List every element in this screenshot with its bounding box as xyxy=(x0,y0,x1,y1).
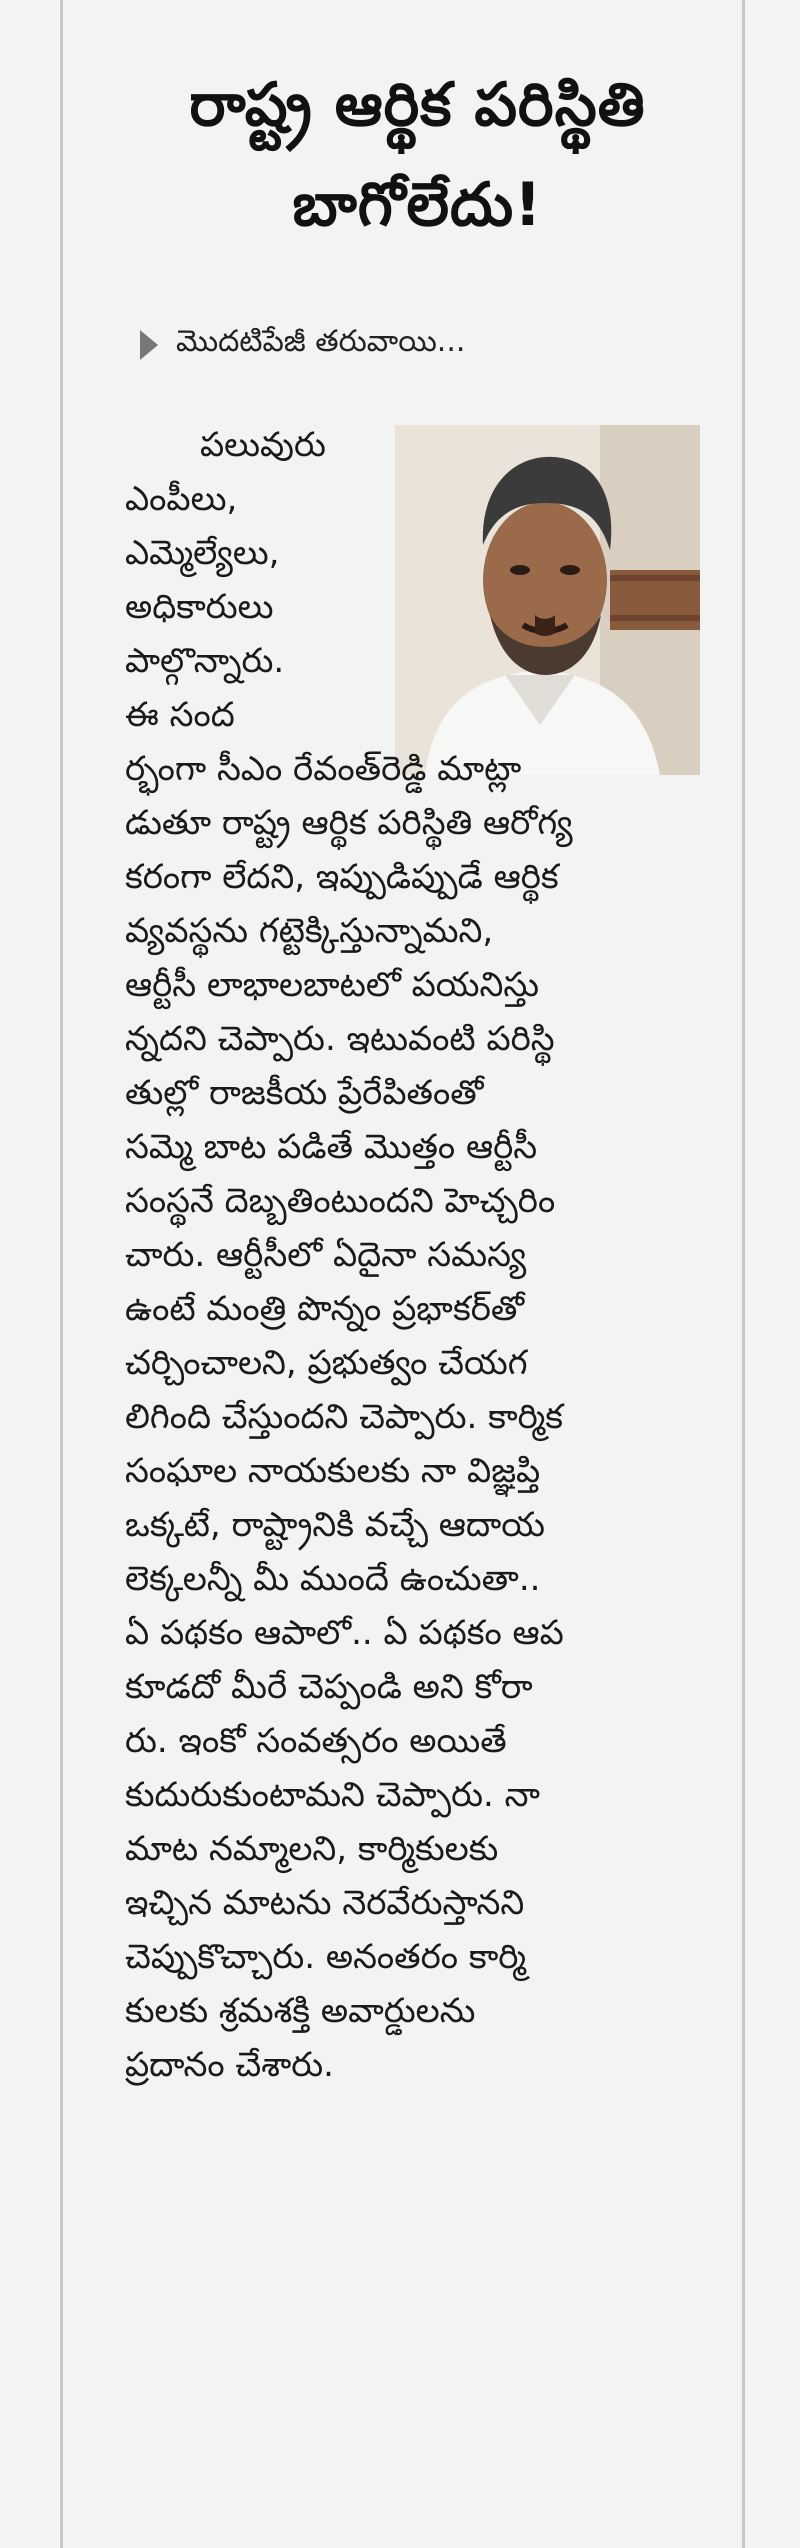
headline-line-2: బాగోలేదు! xyxy=(292,170,543,240)
body-line: ఆర్టీసీ లాభాలబాటలో పయనిస్తు xyxy=(125,965,540,1005)
body-line: మాట నమ్మాలని, కార్మికులకు xyxy=(125,1829,499,1869)
body-line: సమ్మె బాట పడితే మొత్తం ఆర్టీసీ xyxy=(125,1127,538,1167)
column-rule-right xyxy=(742,0,745,2548)
body-line: రు. ఇంకో సంవత్సరం అయితే xyxy=(125,1721,507,1761)
body-line: లెక్కలన్నీ మీ ముందే ఉంచుతా.. xyxy=(125,1559,541,1599)
body-line: ఎంపీలు, xyxy=(125,479,238,519)
body-line: వ్యవస్థను గట్టెక్కిస్తున్నామని, xyxy=(125,911,494,951)
chevron-right-icon xyxy=(140,330,158,360)
body-line: డుతూ రాష్ట్ర ఆర్థిక పరిస్థితి ఆరోగ్య xyxy=(125,803,573,843)
body-line: తుల్లో రాజకీయ ప్రేరేపితంతో xyxy=(125,1073,484,1113)
body-line: సంఘాల నాయకులకు నా విజ్ఞప్తి xyxy=(125,1451,541,1491)
body-line: ప్రదానం చేశారు. xyxy=(125,2045,334,2085)
continuation-marker xyxy=(140,315,465,375)
body-line: పాల్గొన్నారు. xyxy=(125,641,285,681)
article-body xyxy=(125,418,715,2092)
body-line: ఒక్కటే, రాష్ట్రానికి వచ్చే ఆదాయ xyxy=(125,1505,546,1545)
body-line: సంస్థనే దెబ్బతింటుందని హెచ్చరిం xyxy=(125,1181,556,1221)
body-line: న్నదని చెప్పారు. ఇటువంటి పరిస్థి xyxy=(125,1019,555,1059)
body-line: ఇచ్చిన మాటను నెరవేరుస్తానని xyxy=(125,1883,525,1923)
body-line: ఈ సంద xyxy=(125,695,235,735)
continuation-label: మొదటిపేజీ తరువాయి... xyxy=(176,324,466,359)
column-rule-left xyxy=(60,0,63,2548)
body-line: లిగింది చేస్తుందని చెప్పారు. కార్మిక xyxy=(125,1397,564,1437)
body-line: పలువురు xyxy=(200,425,326,465)
body-line: ఎమ్మెల్యేలు, xyxy=(125,533,280,573)
body-line: చర్చించాలని, ప్రభుత్వం చేయగ xyxy=(125,1343,528,1383)
body-line: అధికారులు xyxy=(125,587,274,627)
body-line: కులకు శ్రమశక్తి అవార్డులను xyxy=(125,1991,476,2031)
headline-line-1: రాష్ట్ర ఆర్థిక పరిస్థితి xyxy=(189,70,646,140)
body-line: ర్భంగా సీఎం రేవంత్‌రెడ్డి మాట్లా xyxy=(125,749,522,789)
body-line: కరంగా లేదని, ఇప్పుడిప్పుడే ఆర్థిక xyxy=(125,857,559,897)
body-line: కూడదో మీరే చెప్పండి అని కోరా xyxy=(125,1667,533,1707)
body-line: చెప్పుకొచ్చారు. అనంతరం కార్మి xyxy=(125,1937,527,1977)
headline xyxy=(115,0,720,255)
body-line: ఏ పథకం ఆపాలో.. ఏ పథకం ఆప xyxy=(125,1613,564,1653)
body-line: కుదురుకుంటామని చెప్పారు. నా xyxy=(125,1775,540,1815)
article-column xyxy=(115,0,720,255)
body-line: చారు. ఆర్టీసీలో ఏదైనా సమస్య xyxy=(125,1235,527,1275)
body-line: ఉంటే మంత్రి పొన్నం ప్రభాకర్‌తో xyxy=(125,1289,525,1329)
